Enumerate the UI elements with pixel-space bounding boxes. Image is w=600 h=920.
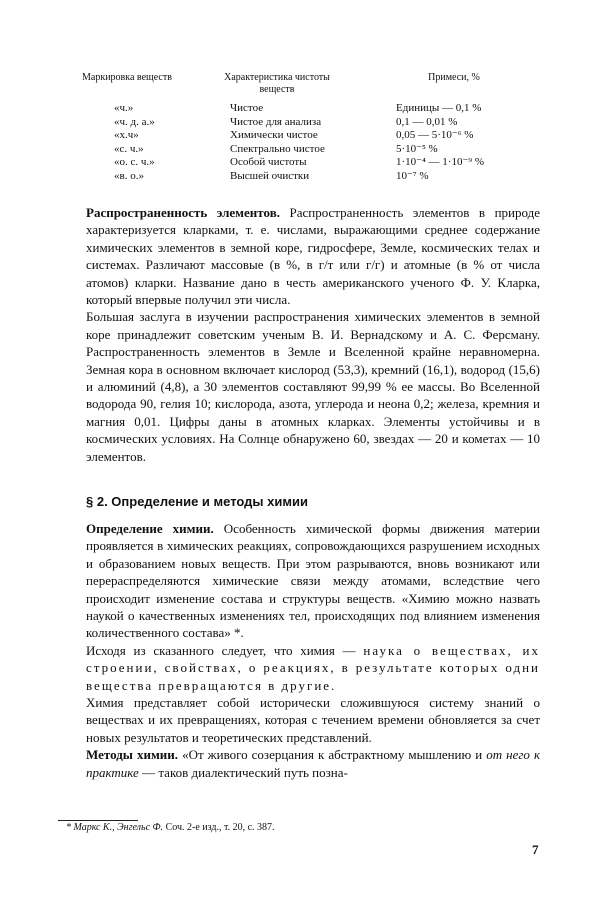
- row-marking: «ч.»: [114, 102, 134, 114]
- table-row: [82, 156, 522, 170]
- row-description: Спектрально чистое: [230, 142, 325, 155]
- row-impurity: 5·10⁻⁵ %: [396, 142, 438, 155]
- table-header: [82, 66, 522, 96]
- row-impurity: 0,1 — 0,01 %: [396, 115, 458, 128]
- definition-section: [86, 520, 540, 781]
- row-marking: «о. с. ч.»: [114, 156, 155, 168]
- prevalence-paragraph-1: [86, 204, 540, 308]
- methods-text-1c: — таков диалектический путь позна-: [142, 764, 348, 780]
- row-impurity: 10⁻⁷ %: [396, 169, 429, 182]
- row-description: Чистое: [230, 102, 264, 114]
- row-marking: «в. о.»: [114, 169, 144, 182]
- methods-text-1b: от него к практике: [86, 747, 541, 780]
- prevalence-title: Распространенность элементов.: [86, 205, 280, 220]
- definition-paragraph-2: [86, 642, 540, 694]
- methods-title: Методы химии.: [86, 747, 179, 763]
- definition-text-2b: наука о веществах, их строении, свойствах, о реакциях, в результате которых одни вещества превращаются в другие.: [86, 642, 541, 693]
- table-row: [82, 116, 522, 130]
- methods-text-1a: «От живого созерцания к абстрактному мышлению и: [182, 747, 483, 763]
- definition-title: Определение химии.: [86, 521, 214, 536]
- definition-paragraph-1: [86, 520, 540, 642]
- row-marking: «ч. д. а.»: [114, 115, 155, 128]
- row-description: Высшей очистки: [230, 169, 310, 182]
- definition-text-2a: Исходя из сказанного следует, что химия —: [86, 642, 356, 658]
- row-description: Особой чистоты: [230, 156, 307, 168]
- purity-table: [82, 66, 522, 182]
- definition-text-1: Особенность химической формы движения материи проявляется в химических реакциях, сопровождающихся разрушением исходных и образованием новых веществ. При этом разрываются, вновь возникают или перераспределяются химические связи между атомами, вследствие чего происходит изменение состава и структуры веществ. «Химию можно назвать наукой о качественных изменениях тел, происходящих под влиянием изменения количественного состава» *.: [86, 521, 540, 641]
- footnote-authors: * Маркс К., Энгельс Ф.: [66, 822, 164, 833]
- methods-paragraph: [86, 746, 540, 781]
- row-marking: «х.ч»: [114, 129, 139, 141]
- table-row: [82, 143, 522, 157]
- row-description: Химически чистое: [230, 129, 318, 141]
- header-marking: Маркировка веществ: [82, 72, 172, 83]
- table-row: [82, 129, 522, 143]
- table-row: [82, 102, 522, 116]
- definition-paragraph-3: Химия представляет собой исторически сложившуюся систему знаний о веществах и их превращениях, которая с течением времени обновляется за счет новых результатов и теоретических представлений.: [86, 695, 540, 745]
- prevalence-section: [86, 204, 540, 465]
- section-heading: § 2. Определение и методы химии: [86, 494, 308, 509]
- header-purity: Характеристика чистоты веществ: [224, 72, 330, 95]
- row-marking: «с. ч.»: [114, 142, 144, 155]
- row-impurity: 0,05 — 5·10⁻⁶ %: [396, 129, 474, 141]
- prevalence-paragraph-2: Большая заслуга в изучении распространения химических элементов в земной коре принадлежит советским ученым В. И. Вернадскому и А. С. Ферсману. Распространенность элементов в Земле и Вселенной крайне неравномерна. Земная кора в основном включает кислород (53,3), кремний (16,1), водород (15,6) и алюминий (4,8), а 30 элементов составляют 99,99 % ее массы. Во Вселенной водорода 90, гелия 10; кислорода, азота, углерода и неона 0,2; железа, кремния и магния 0,01. Цифры даны в атомных кларках. Элементы устойчивы и в космических условиях. На Солнце обнаружено 60, звездах — 20 и кометах — 10 элементов.: [86, 309, 540, 464]
- footnote-rule: [58, 820, 138, 821]
- footnote: [66, 822, 275, 833]
- row-impurity: 1·10⁻⁴ — 1·10⁻⁹ %: [396, 156, 485, 168]
- table-row: [82, 170, 522, 184]
- footnote-source: Соч. 2-е изд., т. 20, с. 387.: [165, 822, 275, 833]
- table-body: [82, 102, 522, 183]
- header-impurity: Примеси, %: [428, 72, 480, 83]
- row-impurity: Единицы — 0,1 %: [396, 102, 482, 114]
- row-description: Чистое для анализа: [230, 115, 322, 128]
- prevalence-text-1: Распространенность элементов в природе характеризуется кларками, т. е. числами, выражающими среднее содержание химических элементов в земной коре, гидросфере, Земле, космических телах и системах. Различают массовые (в %, в г/т или г/г) и атомные (в % от числа атомов) кларки. Название дано в честь американского ученого Ф. У. Кларка, который впервые получил эти числа.: [86, 205, 540, 308]
- page-number: 7: [532, 842, 539, 857]
